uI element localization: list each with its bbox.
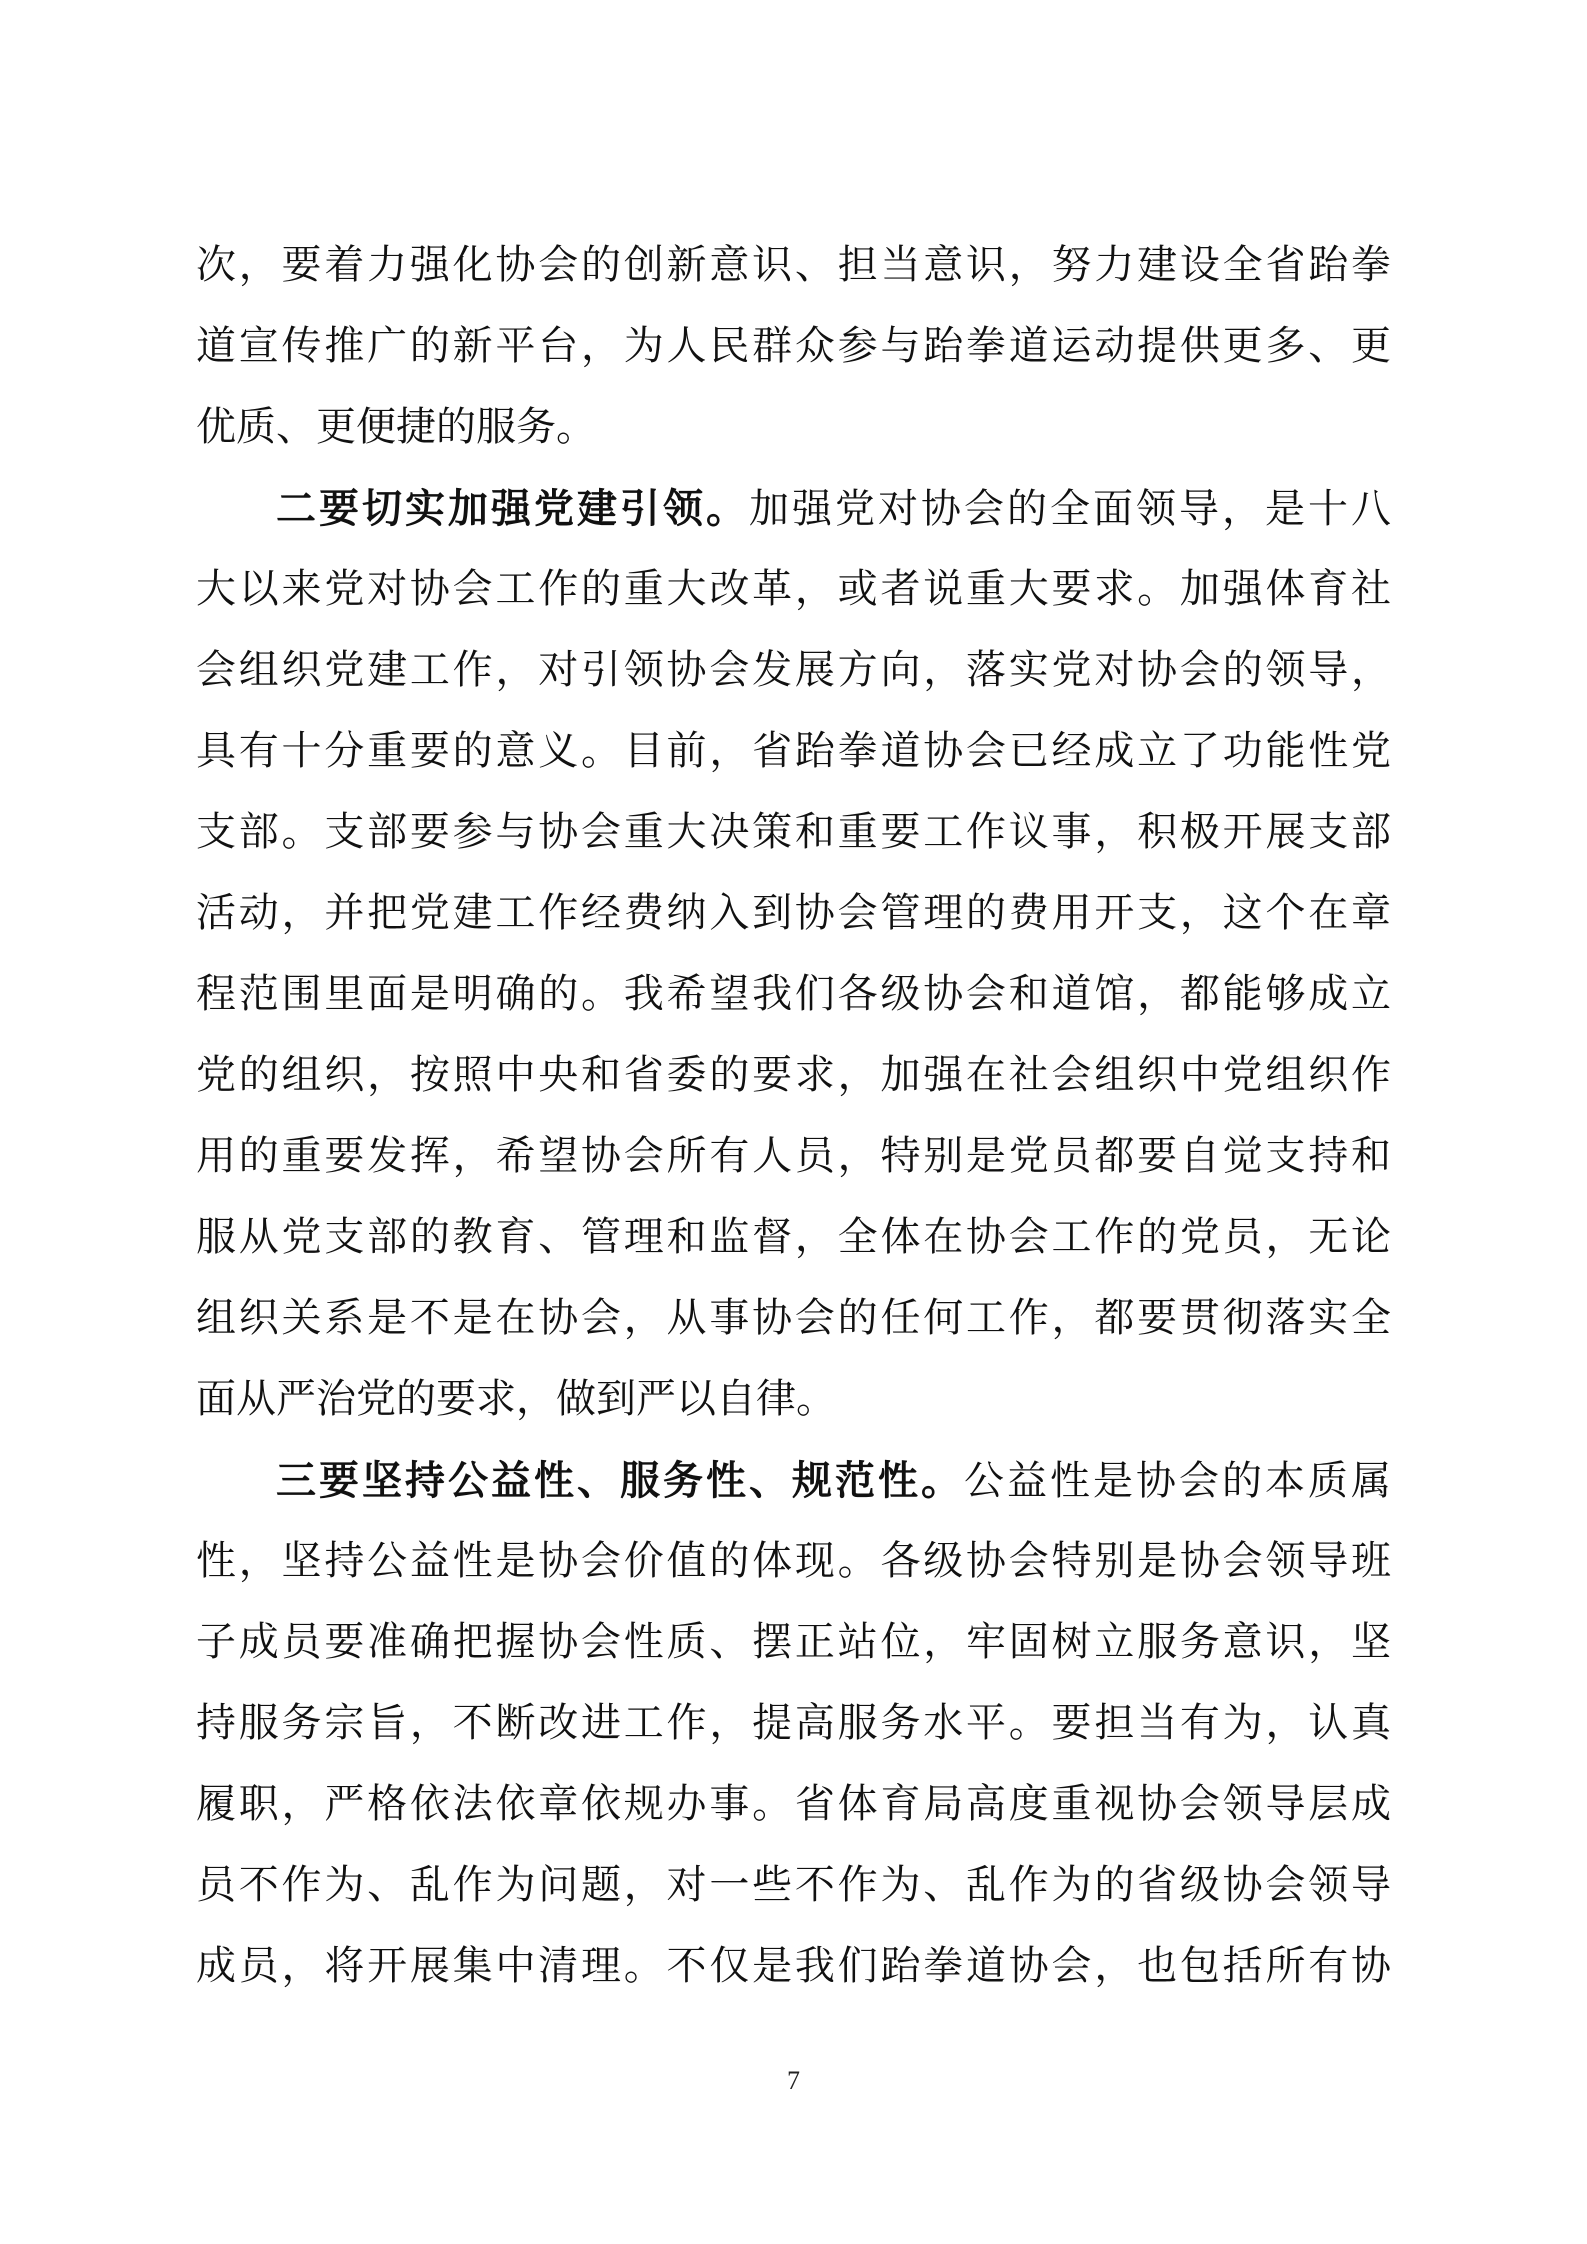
text-line: 持服务宗旨，不断改进工作，提高服务水平。要担当有为，认真 <box>196 1700 1391 1746</box>
text-line: 道宣传推广的新平台，为人民群众参与跆拳道运动提供更多、更 <box>196 323 1391 369</box>
paragraph-first-line <box>196 1440 1391 1521</box>
text-line: 程范围里面是明确的。我希望我们各级协会和道馆，都能够成立 <box>196 971 1391 1017</box>
text-line: 服从党支部的教育、管理和监督，全体在协会工作的党员，无论 <box>196 1214 1391 1260</box>
body-text <box>196 225 1391 2007</box>
text-line: 党的组织，按照中央和省委的要求，加强在社会组织中党组织作 <box>196 1052 1391 1098</box>
text-line: 性，坚持公益性是协会价值的体现。各级协会特别是协会领导班 <box>196 1538 1391 1584</box>
text-line: 支部。支部要参与协会重大决策和重要工作议事，积极开展支部 <box>196 809 1391 855</box>
text-line: 组织关系是不是在协会，从事协会的任何工作，都要贯彻落实全 <box>196 1295 1391 1341</box>
text-line: 次，要着力强化协会的创新意识、担当意识，努力建设全省跆拳 <box>196 242 1391 288</box>
paragraph-heading: 三要坚持公益性、服务性、规范性。 <box>276 1457 964 1504</box>
text-run: 公益性是协会的本质属 <box>964 1458 1391 1504</box>
text-line: 履职，严格依法依章依规办事。省体育局高度重视协会领导层成 <box>196 1781 1391 1827</box>
text-line: 优质、更便捷的服务。 <box>196 404 596 450</box>
page-number: 7 <box>787 2066 800 2095</box>
text-run: 加强党对协会的全面领导，是十八 <box>749 486 1391 532</box>
text-line: 用的重要发挥，希望协会所有人员，特别是党员都要自觉支持和 <box>196 1133 1391 1179</box>
text-line: 大以来党对协会工作的重大改革，或者说重大要求。加强体育社 <box>196 566 1391 612</box>
paragraph-heading: 二要切实加强党建引领。 <box>276 485 749 532</box>
paragraph-first-line <box>196 468 1391 549</box>
text-line: 面从严治党的要求，做到严以自律。 <box>196 1376 836 1422</box>
text-line: 活动，并把党建工作经费纳入到协会管理的费用开支，这个在章 <box>196 890 1391 936</box>
text-line: 会组织党建工作，对引领协会发展方向，落实党对协会的领导， <box>196 647 1391 693</box>
text-line: 成员，将开展集中清理。不仅是我们跆拳道协会，也包括所有协 <box>196 1943 1391 1989</box>
text-line: 具有十分重要的意义。目前，省跆拳道协会已经成立了功能性党 <box>196 728 1391 774</box>
text-line: 员不作为、乱作为问题，对一些不作为、乱作为的省级协会领导 <box>196 1862 1391 1908</box>
text-line: 子成员要准确把握协会性质、摆正站位，牢固树立服务意识，坚 <box>196 1619 1391 1665</box>
